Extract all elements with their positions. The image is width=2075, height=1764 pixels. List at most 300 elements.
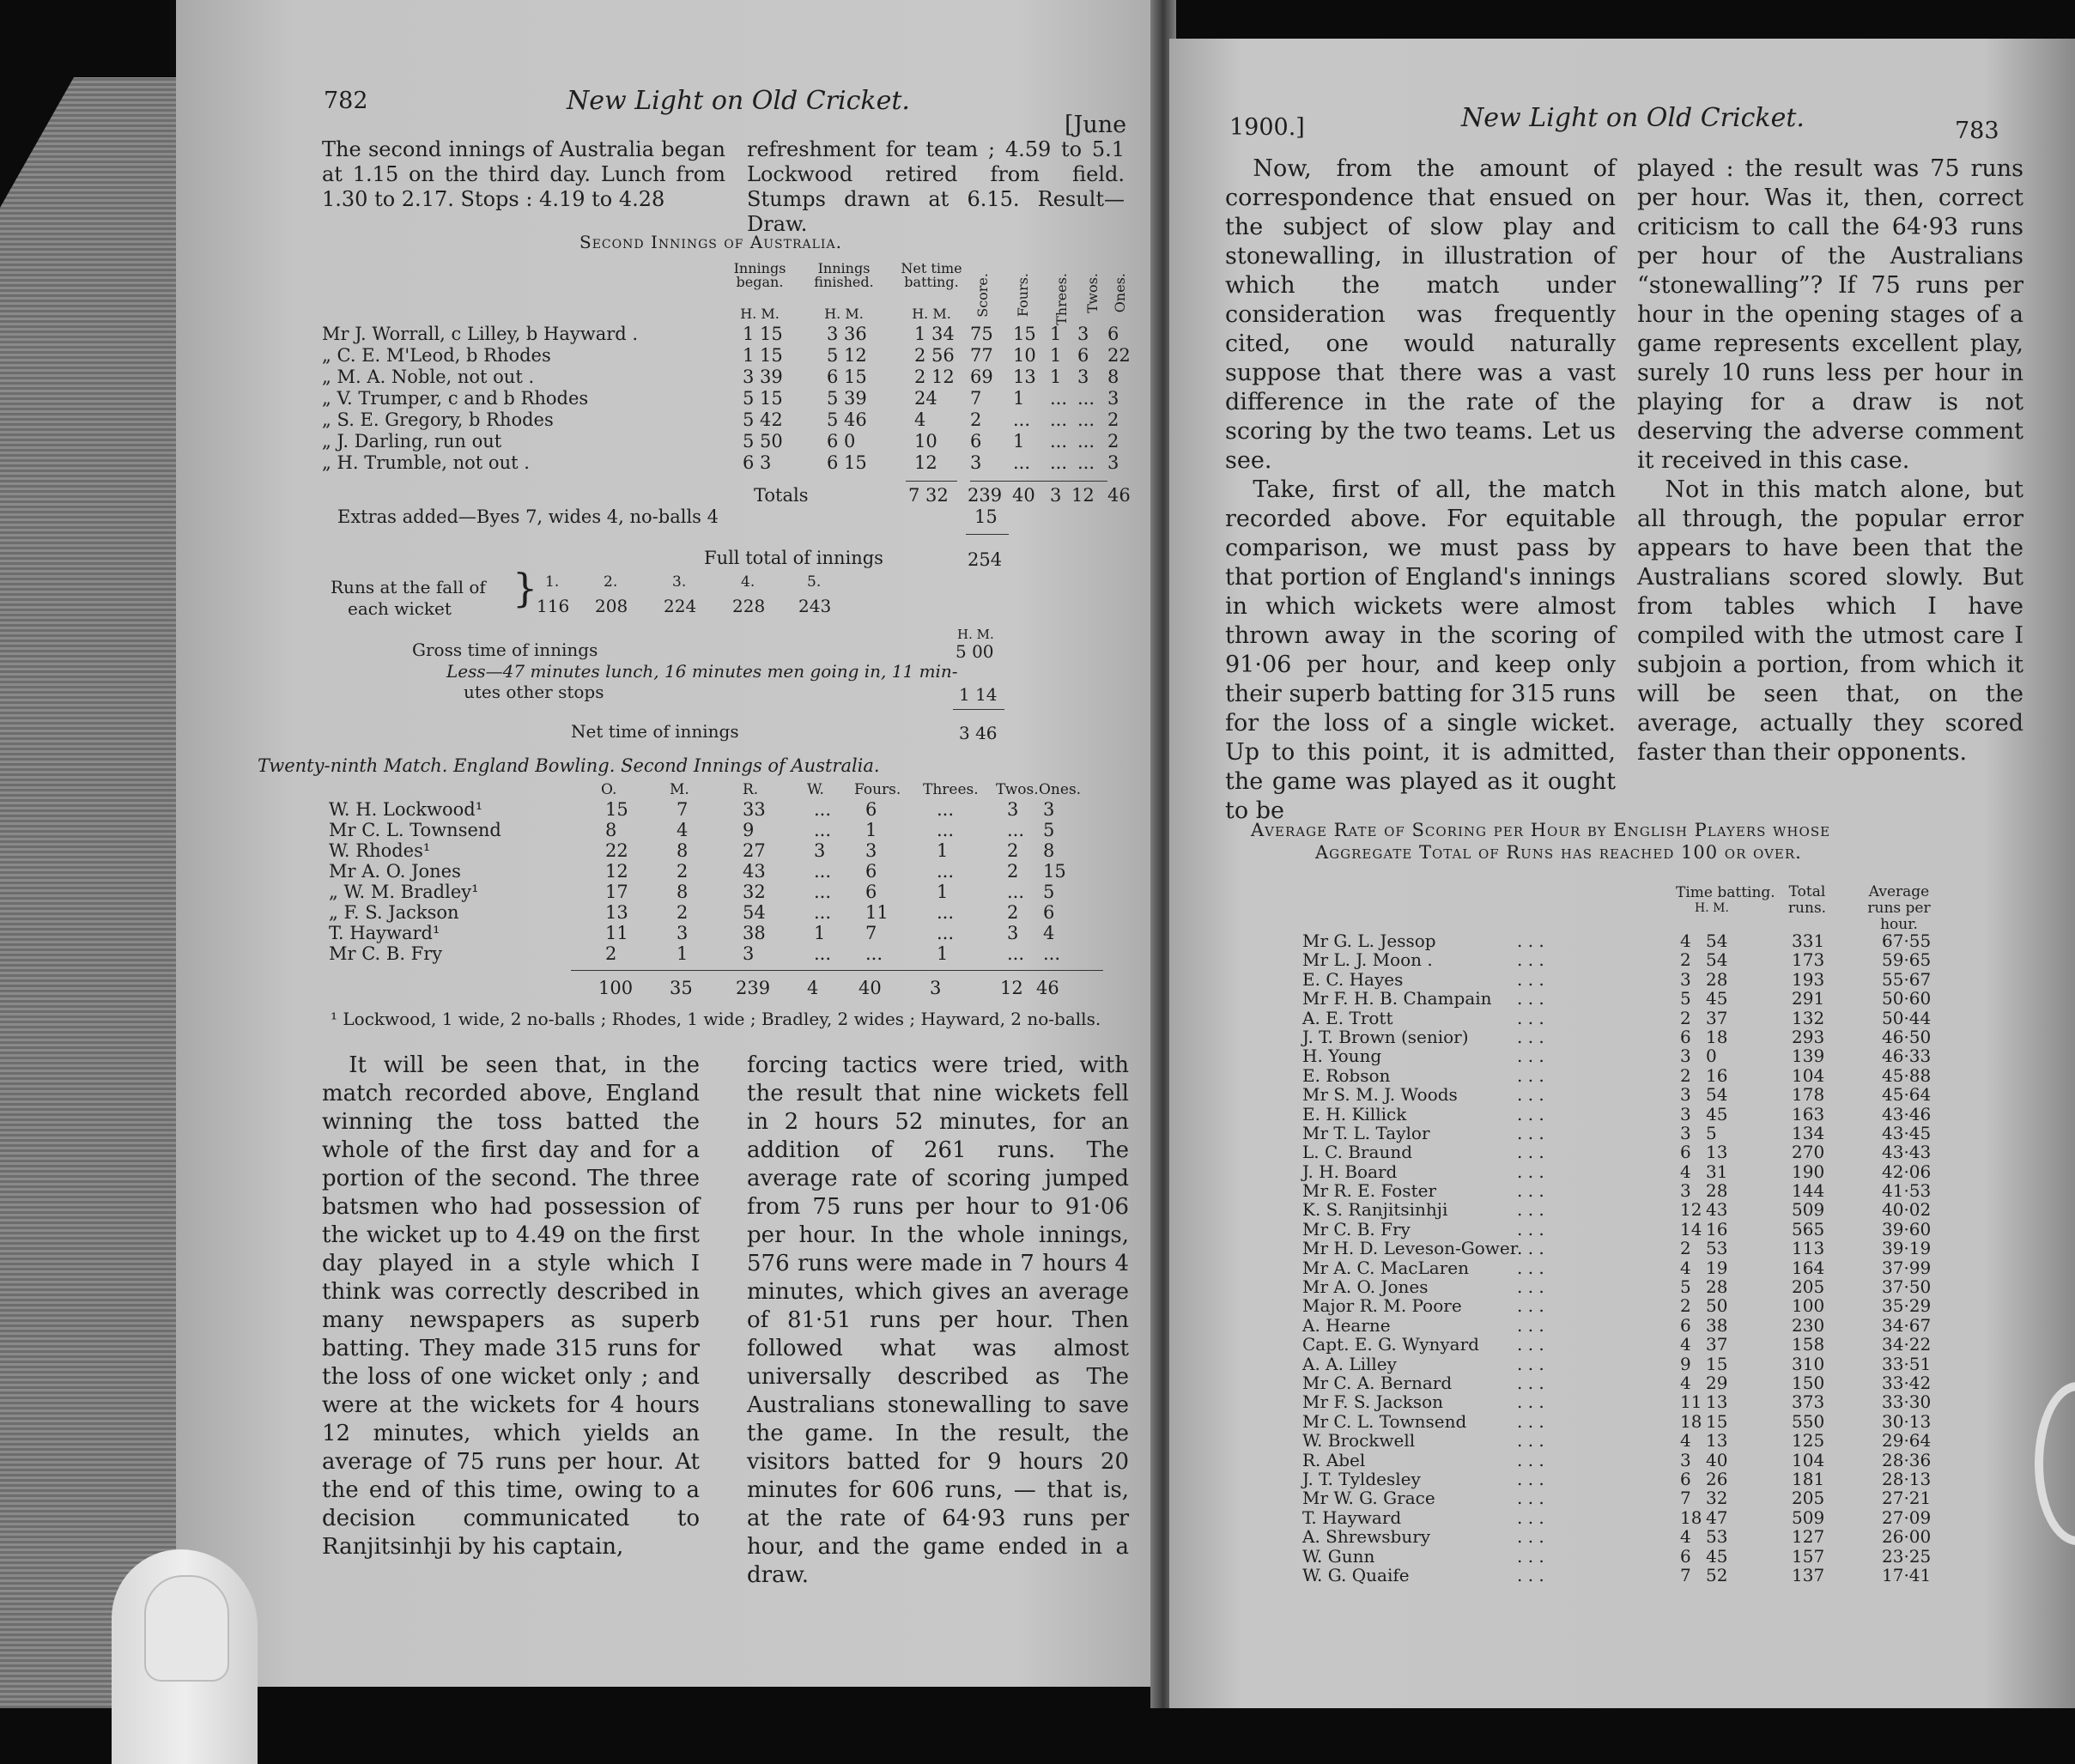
total-runs: 113 [1792, 1238, 1825, 1259]
table-row [329, 862, 1144, 882]
bowling-r: 27 [743, 840, 766, 861]
average: 43·43 [1882, 1142, 1932, 1163]
bowling-total-w: 4 [807, 978, 819, 998]
table-row [322, 432, 1138, 453]
less-label-2: utes other stops [464, 682, 604, 702]
extras-label: Extras added—Byes 7, wides 4, no-balls 4 [337, 506, 719, 527]
bowling-o: 17 [605, 882, 628, 902]
intro-left: The second innings of Australia began at 1.15 on the third day. Lunch from 1.30 to 2.17. Stops : 4.19 to 4.28 [322, 137, 725, 211]
innings-totals [322, 486, 1138, 529]
leader-dots: . . . [1517, 1007, 1544, 1028]
table-row [1302, 1085, 1989, 1104]
table-row [329, 800, 1144, 821]
hours: 3 [1680, 1103, 1691, 1124]
minutes: 54 [1706, 930, 1728, 951]
minutes: 53 [1706, 1526, 1728, 1548]
bowling-threes: ... [937, 820, 955, 840]
fall-runs: 243 [798, 596, 832, 616]
table-row [1302, 1488, 1989, 1507]
total-runs: 190 [1792, 1161, 1825, 1182]
batsman-name: „ C. E. M'Leod, b Rhodes [322, 345, 551, 366]
bowling-twos: ... [1007, 820, 1025, 840]
table-row [1302, 1470, 1989, 1488]
table-row [1302, 1239, 1989, 1258]
hours: 4 [1680, 1334, 1691, 1355]
hours: 4 [1680, 1372, 1691, 1393]
bowler-name: Mr A. O. Jones [329, 861, 461, 882]
minutes: 45 [1706, 1545, 1728, 1567]
twos: 6 [1077, 345, 1089, 366]
average: 34·67 [1882, 1314, 1932, 1336]
net-time: 4 [914, 409, 926, 430]
total-runs: 181 [1792, 1468, 1825, 1489]
total-runs: 144 [1792, 1180, 1825, 1202]
table-row [1302, 1392, 1989, 1411]
average: 33·42 [1882, 1372, 1932, 1393]
total-runs: 509 [1792, 1506, 1825, 1528]
leader-dots: . . . [1517, 1353, 1544, 1374]
player-name: E. H. Killick [1302, 1103, 1407, 1124]
player-name: J. T. Tyldesley [1302, 1468, 1421, 1489]
bowling-w: ... [814, 861, 832, 882]
header-ones: Ones. [1112, 273, 1128, 313]
leader-dots: . . . [1517, 1276, 1544, 1298]
bowler-name: W. Rhodes¹ [329, 840, 431, 861]
bowling-ones: 6 [1043, 902, 1055, 923]
average: 27·09 [1882, 1506, 1932, 1528]
total-runs: 205 [1792, 1276, 1825, 1298]
twos: ... [1077, 388, 1095, 409]
bowling-twos: 2 [1007, 840, 1019, 861]
full-total-label: Full total of innings [704, 548, 883, 568]
bowling-twos: 2 [1007, 902, 1019, 923]
total-runs: 230 [1792, 1314, 1825, 1336]
player-name: W. Gunn [1302, 1545, 1375, 1567]
table-row [1302, 1412, 1989, 1431]
table-row [1302, 1046, 1989, 1065]
totals-twos: 12 [1071, 485, 1095, 506]
ones: 3 [1107, 388, 1119, 409]
threes: ... [1050, 452, 1068, 473]
minutes: 13 [1706, 1430, 1728, 1452]
hours: 4 [1680, 1430, 1691, 1452]
minutes: 26 [1706, 1468, 1728, 1489]
hours: 5 [1680, 988, 1691, 1009]
bowling-threes: ... [937, 902, 955, 923]
table-row [1302, 970, 1989, 989]
innings-began: 5 50 [743, 431, 783, 452]
leader-dots: . . . [1517, 949, 1544, 971]
average: 28·13 [1882, 1468, 1932, 1489]
totals-threes: 3 [1050, 485, 1062, 506]
page-date: 1900.] [1229, 114, 1305, 141]
average: 46·33 [1882, 1046, 1932, 1067]
table-row [322, 453, 1138, 475]
average: 67·55 [1882, 930, 1932, 951]
table-row [322, 410, 1138, 432]
threes: ... [1050, 431, 1068, 452]
bowling-ones: 15 [1043, 861, 1066, 882]
average: 43·46 [1882, 1103, 1932, 1124]
player-name: A. A. Lilley [1302, 1353, 1397, 1374]
innings-finished: 5 46 [827, 409, 867, 430]
minutes: 54 [1706, 1084, 1728, 1106]
leader-dots: . . . [1517, 1026, 1544, 1047]
avg-table-title-1: Average Rate of Scoring per Hour by English Players whose [1251, 820, 1831, 840]
bowling-o: 22 [605, 840, 628, 861]
leader-dots: . . . [1517, 1391, 1544, 1413]
table-row [1302, 1296, 1989, 1315]
player-name: A. Shrewsbury [1302, 1526, 1431, 1548]
bowling-m: 8 [676, 882, 689, 902]
player-name: W. Brockwell [1302, 1430, 1416, 1452]
innings-table [322, 324, 1138, 475]
hours: 6 [1680, 1026, 1691, 1047]
bowling-m: 3 [676, 923, 689, 943]
net-value: 3 46 [959, 723, 998, 743]
paragraph: Now, from the amount of correspondence that ensued on the subject of slow play and stonewalling, in illustration of which the match under consideration was frequently cited, one would naturally suppose that there was a vast difference in the rate of the scoring by the two teams. Let us see. [1225, 155, 1616, 474]
page-number: 783 [1955, 118, 1999, 144]
leader-dots: . . . [1517, 1430, 1544, 1452]
threes: 1 [1050, 367, 1062, 387]
total-runs: 150 [1792, 1372, 1825, 1393]
bowling-total-o: 100 [598, 978, 634, 998]
player-name: L. C. Braund [1302, 1142, 1413, 1163]
hours: 18 [1680, 1506, 1702, 1528]
total-runs: 178 [1792, 1084, 1825, 1106]
table-row [329, 979, 1144, 999]
totals-fours: 40 [1012, 485, 1035, 506]
rule [966, 534, 1009, 535]
gross-value: 5 00 [956, 641, 994, 662]
bowling-ones: 4 [1043, 923, 1055, 943]
hours: 6 [1680, 1468, 1691, 1489]
innings-began: 5 42 [743, 409, 783, 430]
player-name: W. G. Quaife [1302, 1564, 1410, 1585]
bowling-ones: 3 [1043, 799, 1055, 820]
table-row [1302, 1527, 1989, 1546]
innings-began: 6 3 [743, 452, 772, 473]
bowling-m: 2 [676, 902, 689, 923]
innings-began: 1 15 [743, 324, 783, 344]
bowling-title: Twenty-ninth Match. England Bowling. Second Innings of Australia. [258, 755, 880, 776]
table-row [322, 367, 1138, 389]
totals-ones: 46 [1107, 485, 1131, 506]
net-time: 1 34 [914, 324, 955, 344]
page-number: 782 [324, 88, 368, 114]
page-edges [0, 77, 185, 1708]
table-row [1302, 1124, 1989, 1143]
twos: ... [1077, 431, 1095, 452]
table-row [1302, 1027, 1989, 1046]
leader-dots: . . . [1517, 1334, 1544, 1355]
player-name: Major R. M. Poore [1302, 1295, 1462, 1317]
batsman-name: „ J. Darling, run out [322, 431, 502, 452]
bowling-fours: 1 [865, 820, 877, 840]
hours: 9 [1680, 1353, 1691, 1374]
leader-dots: . . . [1517, 1257, 1544, 1278]
minutes: 5 [1706, 1122, 1717, 1143]
paragraph: forcing tactics were tried, with the result that nine wickets fell in 2 hours 52 minutes, for an addition of 261 runs. The average rate of scoring jumped from 75 runs per hour to 91·06 per hour. In the whole innings, 576 runs were made in 7 hours 4 minutes, which gives an average of 81·51 runs per hour. Then followed what was almost universally described as The Australians stonewalling to save the game. In the result, the visitors batted for 9 hours 20 minutes for 606 runs, — that is, at the rate of 64·93 runs per hour, and the game ended in a draw. [747, 1052, 1129, 1588]
hours: 2 [1680, 949, 1691, 971]
table-row [1302, 1162, 1989, 1181]
leader-dots: . . . [1517, 1122, 1544, 1143]
hm-began: H. M. [740, 306, 780, 322]
wicket-number: 5. [807, 573, 822, 591]
fall-label-2: each wicket [348, 598, 452, 619]
table-row [1302, 1200, 1989, 1219]
table-row [1302, 1277, 1989, 1296]
bowling-table [329, 800, 1144, 965]
total-runs: 550 [1792, 1410, 1825, 1432]
totals-label: Totals [754, 485, 809, 506]
ones: 22 [1107, 345, 1131, 366]
bowling-header: Fours. [854, 781, 901, 798]
leader-dots: . . . [1517, 1488, 1544, 1509]
minutes: 15 [1706, 1353, 1728, 1374]
total-runs: 565 [1792, 1218, 1825, 1240]
average: 40·02 [1882, 1199, 1932, 1221]
total-runs: 193 [1792, 968, 1825, 990]
score: 2 [970, 409, 982, 430]
wicket-number: 4. [741, 573, 755, 591]
minutes: 15 [1706, 1410, 1728, 1432]
extras-value: 15 [974, 506, 998, 527]
header-fours: Fours. [1015, 273, 1031, 318]
bowling-r: 9 [743, 820, 755, 840]
table-row [329, 903, 1144, 924]
bowling-totals [329, 979, 1144, 999]
header-twos: Twos. [1084, 273, 1101, 313]
minutes: 47 [1706, 1506, 1728, 1528]
player-name: Mr C. B. Fry [1302, 1218, 1411, 1240]
batsman-name: „ V. Trumper, c and b Rhodes [322, 388, 589, 409]
bowling-fours: 6 [865, 861, 877, 882]
player-name: Mr S. M. J. Woods [1302, 1084, 1458, 1106]
total-runs: 509 [1792, 1199, 1825, 1221]
fours: 10 [1013, 345, 1036, 366]
page-date: [June [1065, 112, 1127, 138]
bowling-m: 7 [676, 799, 689, 820]
minutes: 13 [1706, 1142, 1728, 1163]
rule [970, 481, 1107, 482]
table-row [329, 821, 1144, 841]
total-runs: 125 [1792, 1430, 1825, 1452]
leader-dots: . . . [1517, 1506, 1544, 1528]
bowling-header: Ones. [1039, 781, 1082, 798]
minutes: 43 [1706, 1199, 1728, 1221]
player-name: E. Robson [1302, 1064, 1391, 1086]
text-column-1 [1225, 155, 1616, 826]
hours: 3 [1680, 1046, 1691, 1067]
batsman-name: „ M. A. Noble, not out . [322, 367, 535, 387]
ones: 2 [1107, 409, 1119, 430]
player-name: Mr C. A. Bernard [1302, 1372, 1453, 1393]
bowling-o: 2 [605, 943, 617, 964]
fall-runs: 228 [732, 596, 766, 616]
player-name: R. Abel [1302, 1449, 1366, 1470]
innings-began: 5 15 [743, 388, 783, 409]
bowling-total-m: 35 [670, 978, 693, 998]
player-name: J. H. Board [1302, 1161, 1398, 1182]
threes: ... [1050, 409, 1068, 430]
header-net-time: Net time batting. [901, 260, 962, 290]
minutes: 45 [1706, 1103, 1728, 1124]
table-row [322, 324, 1138, 346]
minutes: 16 [1706, 1064, 1728, 1086]
bowling-twos: 3 [1007, 923, 1019, 943]
less-value: 1 14 [959, 684, 998, 705]
table-row [1302, 1335, 1989, 1354]
leader-dots: . . . [1517, 1526, 1544, 1548]
leader-dots: . . . [1517, 968, 1544, 990]
table-row [1302, 1258, 1989, 1277]
score: 6 [970, 431, 982, 452]
table-row [329, 882, 1144, 903]
bowling-o: 8 [605, 820, 617, 840]
leader-dots: . . . [1517, 1545, 1544, 1567]
player-name: Mr G. L. Jessop [1302, 930, 1436, 951]
twos: 3 [1077, 367, 1089, 387]
bowler-name: Mr C. L. Townsend [329, 820, 501, 840]
average: 41·53 [1882, 1180, 1932, 1202]
text-column-2 [1637, 155, 2023, 767]
net-time: 12 [914, 452, 937, 473]
leader-dots: . . . [1517, 1564, 1544, 1585]
total-runs: 134 [1792, 1122, 1825, 1143]
bowling-footnote: ¹ Lockwood, 1 wide, 2 no-balls ; Rhodes, 1 wide ; Bradley, 2 wides ; Hayward, 2 no-balls. [331, 1009, 1101, 1029]
total-runs: 104 [1792, 1449, 1825, 1470]
bowling-threes: ... [937, 799, 955, 820]
table-row [1302, 1316, 1989, 1335]
bowling-m: 4 [676, 820, 689, 840]
hours: 4 [1680, 930, 1691, 951]
bowling-fours: 6 [865, 882, 877, 902]
bowler-name: T. Hayward¹ [329, 923, 440, 943]
minutes: 29 [1706, 1372, 1728, 1393]
rule [571, 970, 1103, 971]
player-name: K. S. Ranjitsinhji [1302, 1199, 1448, 1221]
leader-dots: . . . [1517, 1218, 1544, 1240]
wicket-number: 3. [672, 573, 687, 591]
bowler-name: „ F. S. Jackson [329, 902, 459, 923]
bowling-m: 1 [676, 943, 689, 964]
gross-hm: H. M. [957, 627, 994, 642]
table-row [322, 346, 1138, 367]
average: 28·36 [1882, 1449, 1932, 1470]
fall-runs: 116 [537, 596, 570, 616]
batsman-name: „ S. E. Gregory, b Rhodes [322, 409, 554, 430]
leader-dots: . . . [1517, 1046, 1544, 1067]
bowling-w: ... [814, 882, 832, 902]
bowling-twos: ... [1007, 943, 1025, 964]
table-row [1302, 1508, 1989, 1527]
average: 17·41 [1882, 1564, 1932, 1585]
leader-dots: . . . [1517, 1064, 1544, 1086]
fours: 1 [1013, 388, 1025, 409]
average: 45·88 [1882, 1064, 1932, 1086]
average: 45·64 [1882, 1084, 1932, 1106]
bowling-r: 38 [743, 923, 766, 943]
batsman-name: Mr J. Worrall, c Lilley, b Hayward . [322, 324, 639, 344]
bowling-threes: ... [937, 861, 955, 882]
bowling-header: O. [601, 781, 617, 798]
average: 26·00 [1882, 1526, 1932, 1548]
table-row [1302, 1373, 1989, 1392]
table-row [329, 841, 1144, 862]
player-name: A. Hearne [1302, 1314, 1391, 1336]
average: 46·50 [1882, 1026, 1932, 1047]
paragraph: played : the result was 75 runs per hour. Was it, then, correct criticism to call the 64·93 runs per hour of the Australians “stonewalling”? If 75 runs per hour in the opening stages of a game represents excellent play, surely 10 runs less per hour in playing for a draw is not deserving the adverse comment it received in this case. [1637, 155, 2023, 474]
bowling-o: 15 [605, 799, 628, 820]
hours: 5 [1680, 1276, 1691, 1298]
bowling-w: ... [814, 943, 832, 964]
hours: 7 [1680, 1564, 1691, 1585]
net-time: 10 [914, 431, 937, 452]
wicket-number: 2. [604, 573, 618, 591]
innings-finished: 6 15 [827, 452, 867, 473]
brace: } [513, 565, 538, 611]
threes: ... [1050, 388, 1068, 409]
bowling-total-r: 239 [736, 978, 771, 998]
average: 39·60 [1882, 1218, 1932, 1240]
ones: 3 [1107, 452, 1119, 473]
bowling-fours: 11 [865, 902, 889, 923]
player-name: E. C. Hayes [1302, 968, 1404, 990]
bowling-total-ones: 46 [1036, 978, 1059, 998]
hours: 3 [1680, 1180, 1691, 1202]
total-runs: 137 [1792, 1564, 1825, 1585]
bowling-header: M. [670, 781, 689, 798]
innings-began: 3 39 [743, 367, 783, 387]
body-column-right [747, 1052, 1129, 1590]
fours: 13 [1013, 367, 1036, 387]
bowling-r: 3 [743, 943, 755, 964]
header-threes: Threes. [1053, 273, 1070, 325]
bowling-fours: 3 [865, 840, 877, 861]
player-name: Mr T. L. Taylor [1302, 1122, 1430, 1143]
innings-finished: 3 36 [827, 324, 867, 344]
hours: 3 [1680, 1449, 1691, 1470]
average: 23·25 [1882, 1545, 1932, 1567]
paragraph: Take, first of all, the match recorded above. For equitable comparison, we must pass by that portion of England's innings in which wickets were almost thrown away in the scoring of 91·06 per hour, and keep only their superb batting for 315 runs for the loss of a single wicket. Up to this point, it is admitted, the game was played as it ought to be [1225, 476, 1616, 824]
total-runs: 291 [1792, 988, 1825, 1009]
bowling-m: 2 [676, 861, 689, 882]
minutes: 40 [1706, 1449, 1728, 1470]
leader-dots: . . . [1517, 1468, 1544, 1489]
paragraph: It will be seen that, in the match recorded above, England winning the toss batted the whole of the first day and for a portion of the second. The three batsmen who had possession of the wicket up to 4.49 on the first day played in a style which I think was correctly described in many newspapers as superb batting. They made 315 runs for the loss of one wicket only ; and were at the wickets for 4 hours 12 minutes, which yields an average of 75 runs per hour. At the end of this time, owing to a decision communicated to Ranjitsinhji by his captain, [322, 1052, 700, 1560]
bowling-twos: 3 [1007, 799, 1019, 820]
innings-began: 1 15 [743, 345, 783, 366]
average: 50·44 [1882, 1007, 1932, 1028]
total-runs: 127 [1792, 1526, 1825, 1548]
bowling-o: 13 [605, 902, 628, 923]
paragraph: Not in this match alone, but all through, the popular error appears to have been that the Australians scored slowly. But from tables which I have compiled with the utmost care I subjoin a portion, from which it will be seen that, on the average, actually they scored faster than their opponents. [1637, 476, 2023, 766]
table-row [1302, 1220, 1989, 1239]
full-total-value: 254 [968, 549, 1003, 570]
bowling-w: 3 [814, 840, 826, 861]
bowling-o: 11 [605, 923, 628, 943]
score: 75 [970, 324, 993, 344]
table-row [1302, 1566, 1989, 1585]
player-name: H. Young [1302, 1046, 1382, 1067]
innings-finished: 6 0 [827, 431, 856, 452]
table-row [1302, 1105, 1989, 1124]
leader-dots: . . . [1517, 1372, 1544, 1393]
player-name: Capt. E. G. Wynyard [1302, 1334, 1479, 1355]
bowling-header: R. [743, 781, 759, 798]
minutes: 0 [1706, 1046, 1717, 1067]
